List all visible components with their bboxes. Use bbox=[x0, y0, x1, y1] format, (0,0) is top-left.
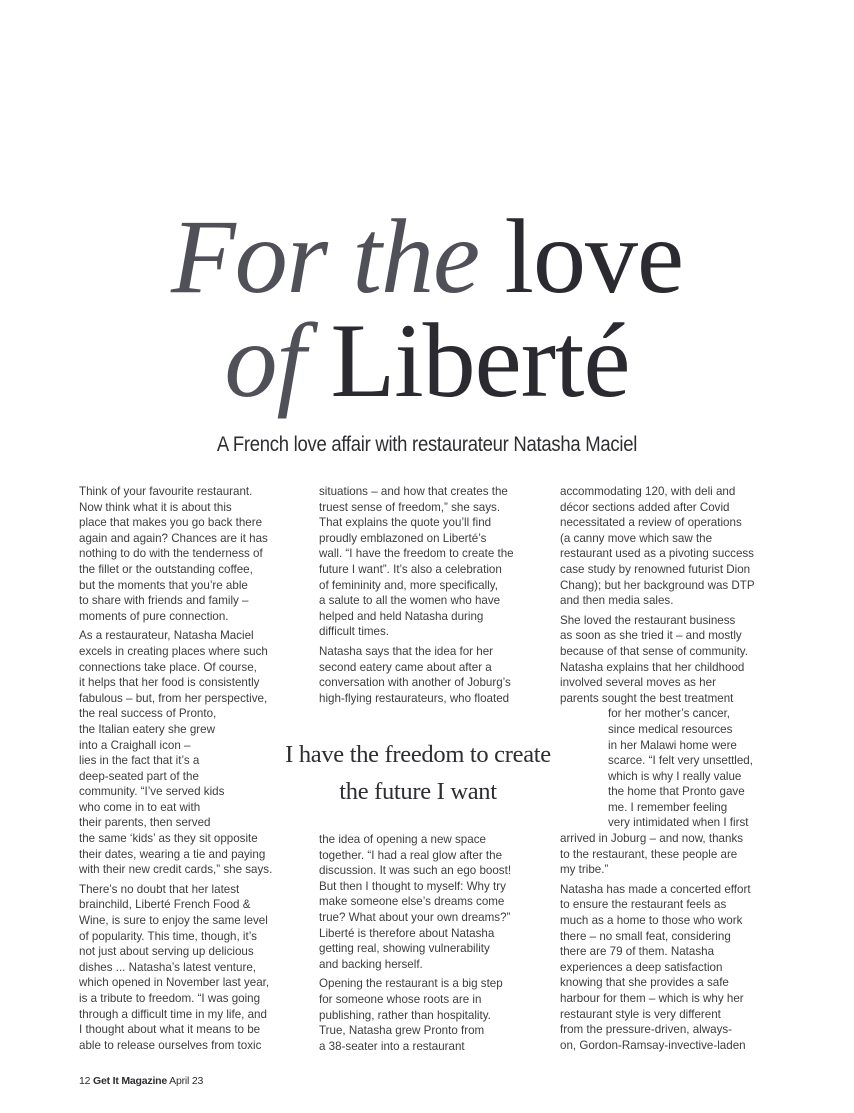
headline-roman-2: Liberté bbox=[330, 302, 630, 419]
text-line: truest sense of freedom,” she says. bbox=[319, 500, 501, 514]
text-line: involved several moves as her bbox=[560, 676, 716, 690]
text-line: the real success of Pronto, bbox=[79, 707, 217, 721]
text-line: it helps that her food is consistently bbox=[79, 676, 260, 690]
text-line: deep-seated part of the bbox=[79, 769, 199, 783]
text-line: from the pressure-driven, always- bbox=[560, 1023, 733, 1037]
text-line: because of that sense of community. bbox=[560, 644, 748, 658]
headline-italic-1: For the bbox=[171, 198, 479, 315]
text-line: through a difficult time in my life, and bbox=[79, 1007, 267, 1021]
text-line: on, Gordon-Ramsay-invective-laden bbox=[560, 1038, 746, 1052]
text-line: future I want”. It’s also a celebration bbox=[319, 562, 502, 576]
text-line: case study by renowned futurist Dion bbox=[560, 562, 751, 576]
text-line: arrived in Joburg – and now, thanks bbox=[560, 832, 744, 846]
text-line: able to release ourselves from toxic bbox=[79, 1038, 262, 1052]
text-line: Liberté is therefore about Natasha bbox=[319, 926, 495, 940]
column-1 bbox=[79, 484, 294, 1057]
text-line: since medical resources bbox=[608, 722, 733, 736]
subtitle: A French love affair with restaurateur Natasha Maciel bbox=[216, 433, 638, 456]
text-line: to the restaurant, these people are bbox=[560, 847, 738, 861]
text-line: to ensure the restaurant feels as bbox=[560, 898, 727, 912]
text-line: dishes ... Natasha’s latest venture, bbox=[79, 960, 257, 974]
text-line: to share with friends and family – bbox=[79, 594, 249, 608]
text-line: true? What about your own dreams?” bbox=[319, 910, 511, 924]
text-line: restaurant used as a pivoting success bbox=[560, 547, 754, 561]
text-line: in her Malawi home were bbox=[608, 738, 737, 752]
text-line: community. “I’ve served kids bbox=[79, 785, 225, 799]
text-line: Think of your favourite restaurant. bbox=[79, 485, 253, 498]
text-line: of femininity and, more specifically, bbox=[319, 578, 498, 592]
text-line: into a Craighall icon – bbox=[79, 738, 191, 752]
text-line: for someone whose roots are in bbox=[319, 992, 482, 1006]
headline-line-2 bbox=[0, 302, 854, 419]
page-number: 12 bbox=[79, 1075, 91, 1087]
text-line: That explains the quote you’ll find bbox=[319, 516, 492, 530]
text-line: brainchild, Liberté French Food & bbox=[79, 898, 251, 912]
text-line: There’s no doubt that her latest bbox=[79, 882, 240, 896]
text-line: is a tribute to freedom. “I was going bbox=[79, 992, 261, 1005]
text-line: (a canny move which saw the bbox=[560, 531, 713, 545]
paragraph bbox=[319, 484, 537, 640]
paragraph bbox=[319, 976, 537, 1054]
text-line: the fillet or the outstanding coffee, bbox=[79, 562, 253, 576]
text-line: the Italian eatery she grew bbox=[79, 722, 215, 736]
text-line: necessitated a review of operations bbox=[560, 516, 742, 530]
text-line: discussion. It was such an ego boost! bbox=[319, 864, 512, 878]
text-line: Chang); but her background was DTP bbox=[560, 578, 755, 592]
pull-quote-line-1: I have the freedom to create bbox=[285, 741, 551, 768]
text-line: situations – and how that creates the bbox=[319, 485, 508, 498]
text-line: a 38-seater into a restaurant bbox=[319, 1039, 465, 1053]
text-line: décor sections added after Covid bbox=[560, 500, 730, 514]
text-line: their parents, then served bbox=[79, 816, 211, 830]
text-line: again and again? Chances are it has bbox=[79, 531, 268, 545]
text-line: but the moments that you’re able bbox=[79, 578, 248, 592]
text-line: fabulous – but, from her perspective, bbox=[79, 691, 268, 705]
pull-quote-line-2: the future I want bbox=[339, 778, 497, 805]
text-line: place that makes you go back there bbox=[79, 516, 263, 530]
text-line: difficult times. bbox=[319, 625, 390, 639]
text-line: parents sought the best treatment bbox=[560, 691, 734, 705]
text-line: excels in creating places where such bbox=[79, 644, 268, 658]
text-line: which is why I really value bbox=[608, 769, 742, 783]
text-line: Natasha explains that her childhood bbox=[560, 660, 745, 674]
text-line: their dates, wearing a tie and paying bbox=[79, 847, 266, 861]
column-2-bottom bbox=[319, 832, 537, 1058]
text-line: wall. “I have the freedom to create the bbox=[319, 547, 514, 561]
text-line: True, Natasha grew Pronto from bbox=[319, 1024, 485, 1038]
text-line: not just about serving up delicious bbox=[79, 945, 254, 959]
text-line: helped and held Natasha during bbox=[319, 609, 484, 623]
paragraph bbox=[560, 613, 776, 878]
text-line: moments of pure connection. bbox=[79, 609, 229, 623]
text-line: which opened in November last year, bbox=[79, 976, 270, 990]
text-line: second eatery came about after a bbox=[319, 660, 492, 674]
text-line: Natasha says that the idea for her bbox=[319, 644, 494, 658]
magazine-name: Get It Magazine bbox=[93, 1075, 168, 1087]
text-line: knowing that she provides a safe bbox=[560, 976, 729, 990]
text-line: Now think what it is about this bbox=[79, 500, 232, 514]
paragraph bbox=[79, 484, 294, 624]
text-line: But then I thought to myself: Why try bbox=[319, 879, 506, 893]
headline-line-1 bbox=[0, 198, 854, 315]
page-footer bbox=[79, 1075, 203, 1087]
paragraph bbox=[79, 882, 294, 1054]
text-line: Opening the restaurant is a big step bbox=[319, 977, 503, 991]
text-line: with their new credit cards,” she says. bbox=[79, 863, 273, 877]
paragraph bbox=[319, 832, 537, 972]
text-line: much as a home to those who work bbox=[560, 914, 743, 928]
text-line: publishing, rather than hospitality. bbox=[319, 1008, 491, 1022]
text-line: there – no small feat, considering bbox=[560, 929, 731, 943]
text-line: of popularity. This time, though, it’s bbox=[79, 929, 257, 943]
text-line: Wine, is sure to enjoy the same level bbox=[79, 914, 268, 928]
text-line: harbour for them – which is why her bbox=[560, 992, 744, 1005]
text-line: and then media sales. bbox=[560, 594, 674, 608]
paragraph bbox=[319, 644, 537, 706]
text-line: I thought about what it means to be bbox=[79, 1023, 261, 1037]
text-line: the home that Pronto gave bbox=[608, 785, 745, 799]
text-line: nothing to do with the tenderness of bbox=[79, 547, 263, 561]
text-line: make someone else’s dreams come bbox=[319, 895, 505, 909]
text-line: proudly emblazoned on Liberté’s bbox=[319, 531, 487, 545]
text-line: as soon as she tried it – and mostly bbox=[560, 629, 742, 643]
text-line: the idea of opening a new space bbox=[319, 833, 486, 846]
text-line: there are 79 of them. Natasha bbox=[560, 945, 715, 959]
text-line: scarce. “I felt very unsettled, bbox=[608, 754, 753, 768]
headline bbox=[0, 198, 854, 419]
headline-roman-1: love bbox=[504, 198, 683, 315]
paragraph bbox=[560, 484, 776, 609]
text-line: As a restaurateur, Natasha Maciel bbox=[79, 629, 254, 643]
column-3 bbox=[560, 484, 776, 1057]
issue-date: April 23 bbox=[169, 1075, 204, 1087]
text-line: for her mother’s cancer, bbox=[608, 707, 731, 721]
text-line: my tribe.” bbox=[560, 863, 609, 877]
text-line: accommodating 120, with deli and bbox=[560, 485, 736, 498]
paragraph bbox=[79, 628, 294, 878]
text-line: lies in the fact that it’s a bbox=[79, 754, 200, 768]
text-line: together. “I had a real glow after the bbox=[319, 848, 503, 862]
text-line: connections take place. Of course, bbox=[79, 660, 257, 674]
text-line: who come in to eat with bbox=[79, 800, 201, 814]
text-line: She loved the restaurant business bbox=[560, 613, 736, 627]
headline-italic-2: of bbox=[224, 302, 305, 419]
pull-quote bbox=[270, 736, 566, 810]
text-line: restaurant style is very different bbox=[560, 1007, 721, 1021]
text-line: me. I remember feeling bbox=[608, 800, 728, 814]
paragraph bbox=[560, 882, 776, 1054]
text-line: a salute to all the women who have bbox=[319, 594, 501, 608]
text-line: high-flying restaurateurs, who floated bbox=[319, 691, 510, 705]
text-line: experiences a deep satisfaction bbox=[560, 960, 723, 974]
text-line: the same ‘kids’ as they sit opposite bbox=[79, 832, 258, 846]
text-line: and backing herself. bbox=[319, 957, 423, 971]
text-line: conversation with another of Joburg’s bbox=[319, 676, 511, 690]
column-2-top bbox=[319, 484, 537, 710]
text-line: Natasha has made a concerted effort bbox=[560, 882, 751, 896]
text-line: getting real, showing vulnerability bbox=[319, 942, 490, 956]
text-line: very intimidated when I first bbox=[608, 816, 749, 830]
